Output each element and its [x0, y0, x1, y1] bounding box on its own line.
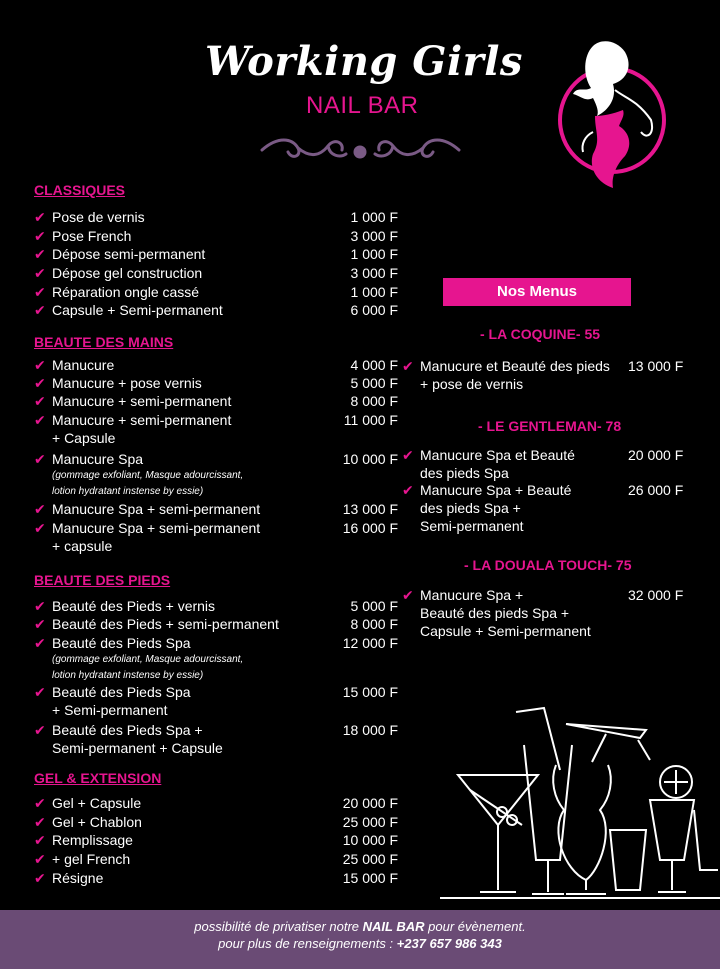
- footer-line-2: pour plus de renseignements : +237 657 986 343: [218, 936, 502, 951]
- brand-title: Working Girls: [205, 38, 523, 85]
- service-name: Manucure Spa + semi-permanent + capsule: [52, 520, 261, 554]
- service-price: 16 000 F: [342, 520, 398, 536]
- service-price: 18 000 F: [342, 722, 398, 738]
- footer-line-1: possibilité de privatiser notre NAIL BAR pour évènement.: [194, 919, 526, 934]
- service-name: Manucure: [52, 357, 115, 373]
- ornament-divider: [258, 128, 463, 164]
- service-price: 10 000 F: [342, 832, 398, 848]
- section-title: GEL & EXTENSION: [34, 770, 162, 786]
- service-name: Capsule + Semi-permanent: [52, 302, 223, 318]
- section-title: BEAUTE DES PIEDS: [34, 572, 171, 588]
- menu-description: Manucure Spa et Beauté des pieds Spa: [420, 447, 575, 481]
- service-name: Dépose gel construction: [52, 265, 203, 281]
- service-price: 4 000 F: [350, 357, 398, 373]
- check-icon: ✔: [402, 358, 414, 374]
- service-name: Beauté des Pieds + semi-permanent: [52, 616, 279, 632]
- service-price: 3 000 F: [350, 228, 398, 244]
- service-price: 12 000 F: [342, 635, 398, 651]
- menu-price: 13 000 F: [628, 358, 684, 374]
- menu-price: 32 000 F: [628, 587, 684, 603]
- service-price: 5 000 F: [350, 598, 398, 614]
- check-icon: ✔: [34, 795, 46, 811]
- nos-menus-button[interactable]: Nos Menus: [443, 278, 631, 306]
- service-name: Manucure Spa (gommage exfoliant, Masque adourcissant, lotion hydratant instense by essie): [52, 451, 244, 497]
- check-icon: ✔: [402, 587, 414, 603]
- service-price: 1 000 F: [350, 209, 398, 225]
- check-icon: ✔: [34, 598, 46, 614]
- menu-price: 26 000 F: [628, 482, 684, 498]
- check-icon: ✔: [34, 209, 46, 225]
- check-icon: ✔: [34, 520, 46, 536]
- service-price: 15 000 F: [342, 870, 398, 886]
- section-title: CLASSIQUES: [34, 182, 126, 198]
- service-name: Résigne: [52, 870, 104, 886]
- phone-number[interactable]: +237 657 986 343: [396, 936, 502, 951]
- check-icon: ✔: [34, 284, 46, 300]
- service-name: Réparation ongle cassé: [52, 284, 200, 300]
- service-name: Pose French: [52, 228, 132, 244]
- menu-description: Manucure et Beauté des pieds + pose de vernis: [420, 358, 610, 392]
- service-price: 1 000 F: [350, 246, 398, 262]
- service-price: 13 000 F: [342, 501, 398, 517]
- service-price: 25 000 F: [342, 851, 398, 867]
- brand-subtitle: NAIL BAR: [306, 92, 419, 119]
- check-icon: ✔: [34, 228, 46, 244]
- service-price: 25 000 F: [342, 814, 398, 830]
- service-name: Beauté des Pieds Spa + Semi-permanent: [52, 684, 191, 718]
- service-name: + gel French: [52, 851, 131, 867]
- check-icon: ✔: [34, 851, 46, 867]
- service-price: 20 000 F: [342, 795, 398, 811]
- check-icon: ✔: [34, 451, 46, 467]
- check-icon: ✔: [34, 501, 46, 517]
- section-title: BEAUTE DES MAINS: [34, 334, 174, 350]
- service-price: 8 000 F: [350, 393, 398, 409]
- check-icon: ✔: [34, 832, 46, 848]
- check-icon: ✔: [34, 814, 46, 830]
- check-icon: ✔: [34, 635, 46, 651]
- check-icon: ✔: [402, 447, 414, 463]
- service-name: Gel + Chablon: [52, 814, 142, 830]
- check-icon: ✔: [34, 722, 46, 738]
- service-price: 8 000 F: [350, 616, 398, 632]
- service-price: 11 000 F: [343, 412, 398, 428]
- service-name: Beauté des Pieds Spa (gommage exfoliant, Masque adourcissant, lotion hydratant instense by essie): [52, 635, 244, 681]
- check-icon: ✔: [34, 616, 46, 632]
- service-name: Manucure + semi-permanent: [52, 393, 232, 409]
- service-price: 15 000 F: [342, 684, 398, 700]
- menu-title: - LA DOUALA TOUCH- 75: [464, 557, 632, 573]
- woman-silhouette-logo: [555, 36, 667, 196]
- cocktail-glasses-illustration: [440, 700, 720, 902]
- menu-title: - LA COQUINE- 55: [480, 326, 601, 342]
- service-name: Remplissage: [52, 832, 133, 848]
- check-icon: ✔: [34, 412, 46, 428]
- service-name: Manucure + pose vernis: [52, 375, 202, 391]
- service-name: Manucure Spa + semi-permanent: [52, 501, 261, 517]
- service-price: 3 000 F: [350, 265, 398, 281]
- footer-banner: [0, 910, 720, 969]
- service-name: Manucure + semi-permanent + Capsule: [52, 412, 232, 446]
- check-icon: ✔: [402, 482, 414, 498]
- service-price: 5 000 F: [350, 375, 398, 391]
- menu-price: 20 000 F: [628, 447, 684, 463]
- check-icon: ✔: [34, 265, 46, 281]
- check-icon: ✔: [34, 684, 46, 700]
- menu-description: Manucure Spa + Beauté des pieds Spa + Semi-permanent: [420, 482, 572, 534]
- service-price: 1 000 F: [350, 284, 398, 300]
- service-name: Gel + Capsule: [52, 795, 142, 811]
- menu-description: Manucure Spa + Beauté des pieds Spa + Capsule + Semi-permanent: [420, 587, 591, 639]
- service-name: Beauté des Pieds + vernis: [52, 598, 216, 614]
- service-price: 10 000 F: [342, 451, 398, 467]
- check-icon: ✔: [34, 375, 46, 391]
- check-icon: ✔: [34, 357, 46, 373]
- check-icon: ✔: [34, 870, 46, 886]
- service-name: Pose de vernis: [52, 209, 145, 225]
- check-icon: ✔: [34, 246, 46, 262]
- menu-title: - LE GENTLEMAN- 78: [478, 418, 622, 434]
- service-name: Dépose semi-permanent: [52, 246, 206, 262]
- check-icon: ✔: [34, 302, 46, 318]
- service-price: 6 000 F: [350, 302, 398, 318]
- service-name: Beauté des Pieds Spa + Semi-permanent + Capsule: [52, 722, 223, 756]
- check-icon: ✔: [34, 393, 46, 409]
